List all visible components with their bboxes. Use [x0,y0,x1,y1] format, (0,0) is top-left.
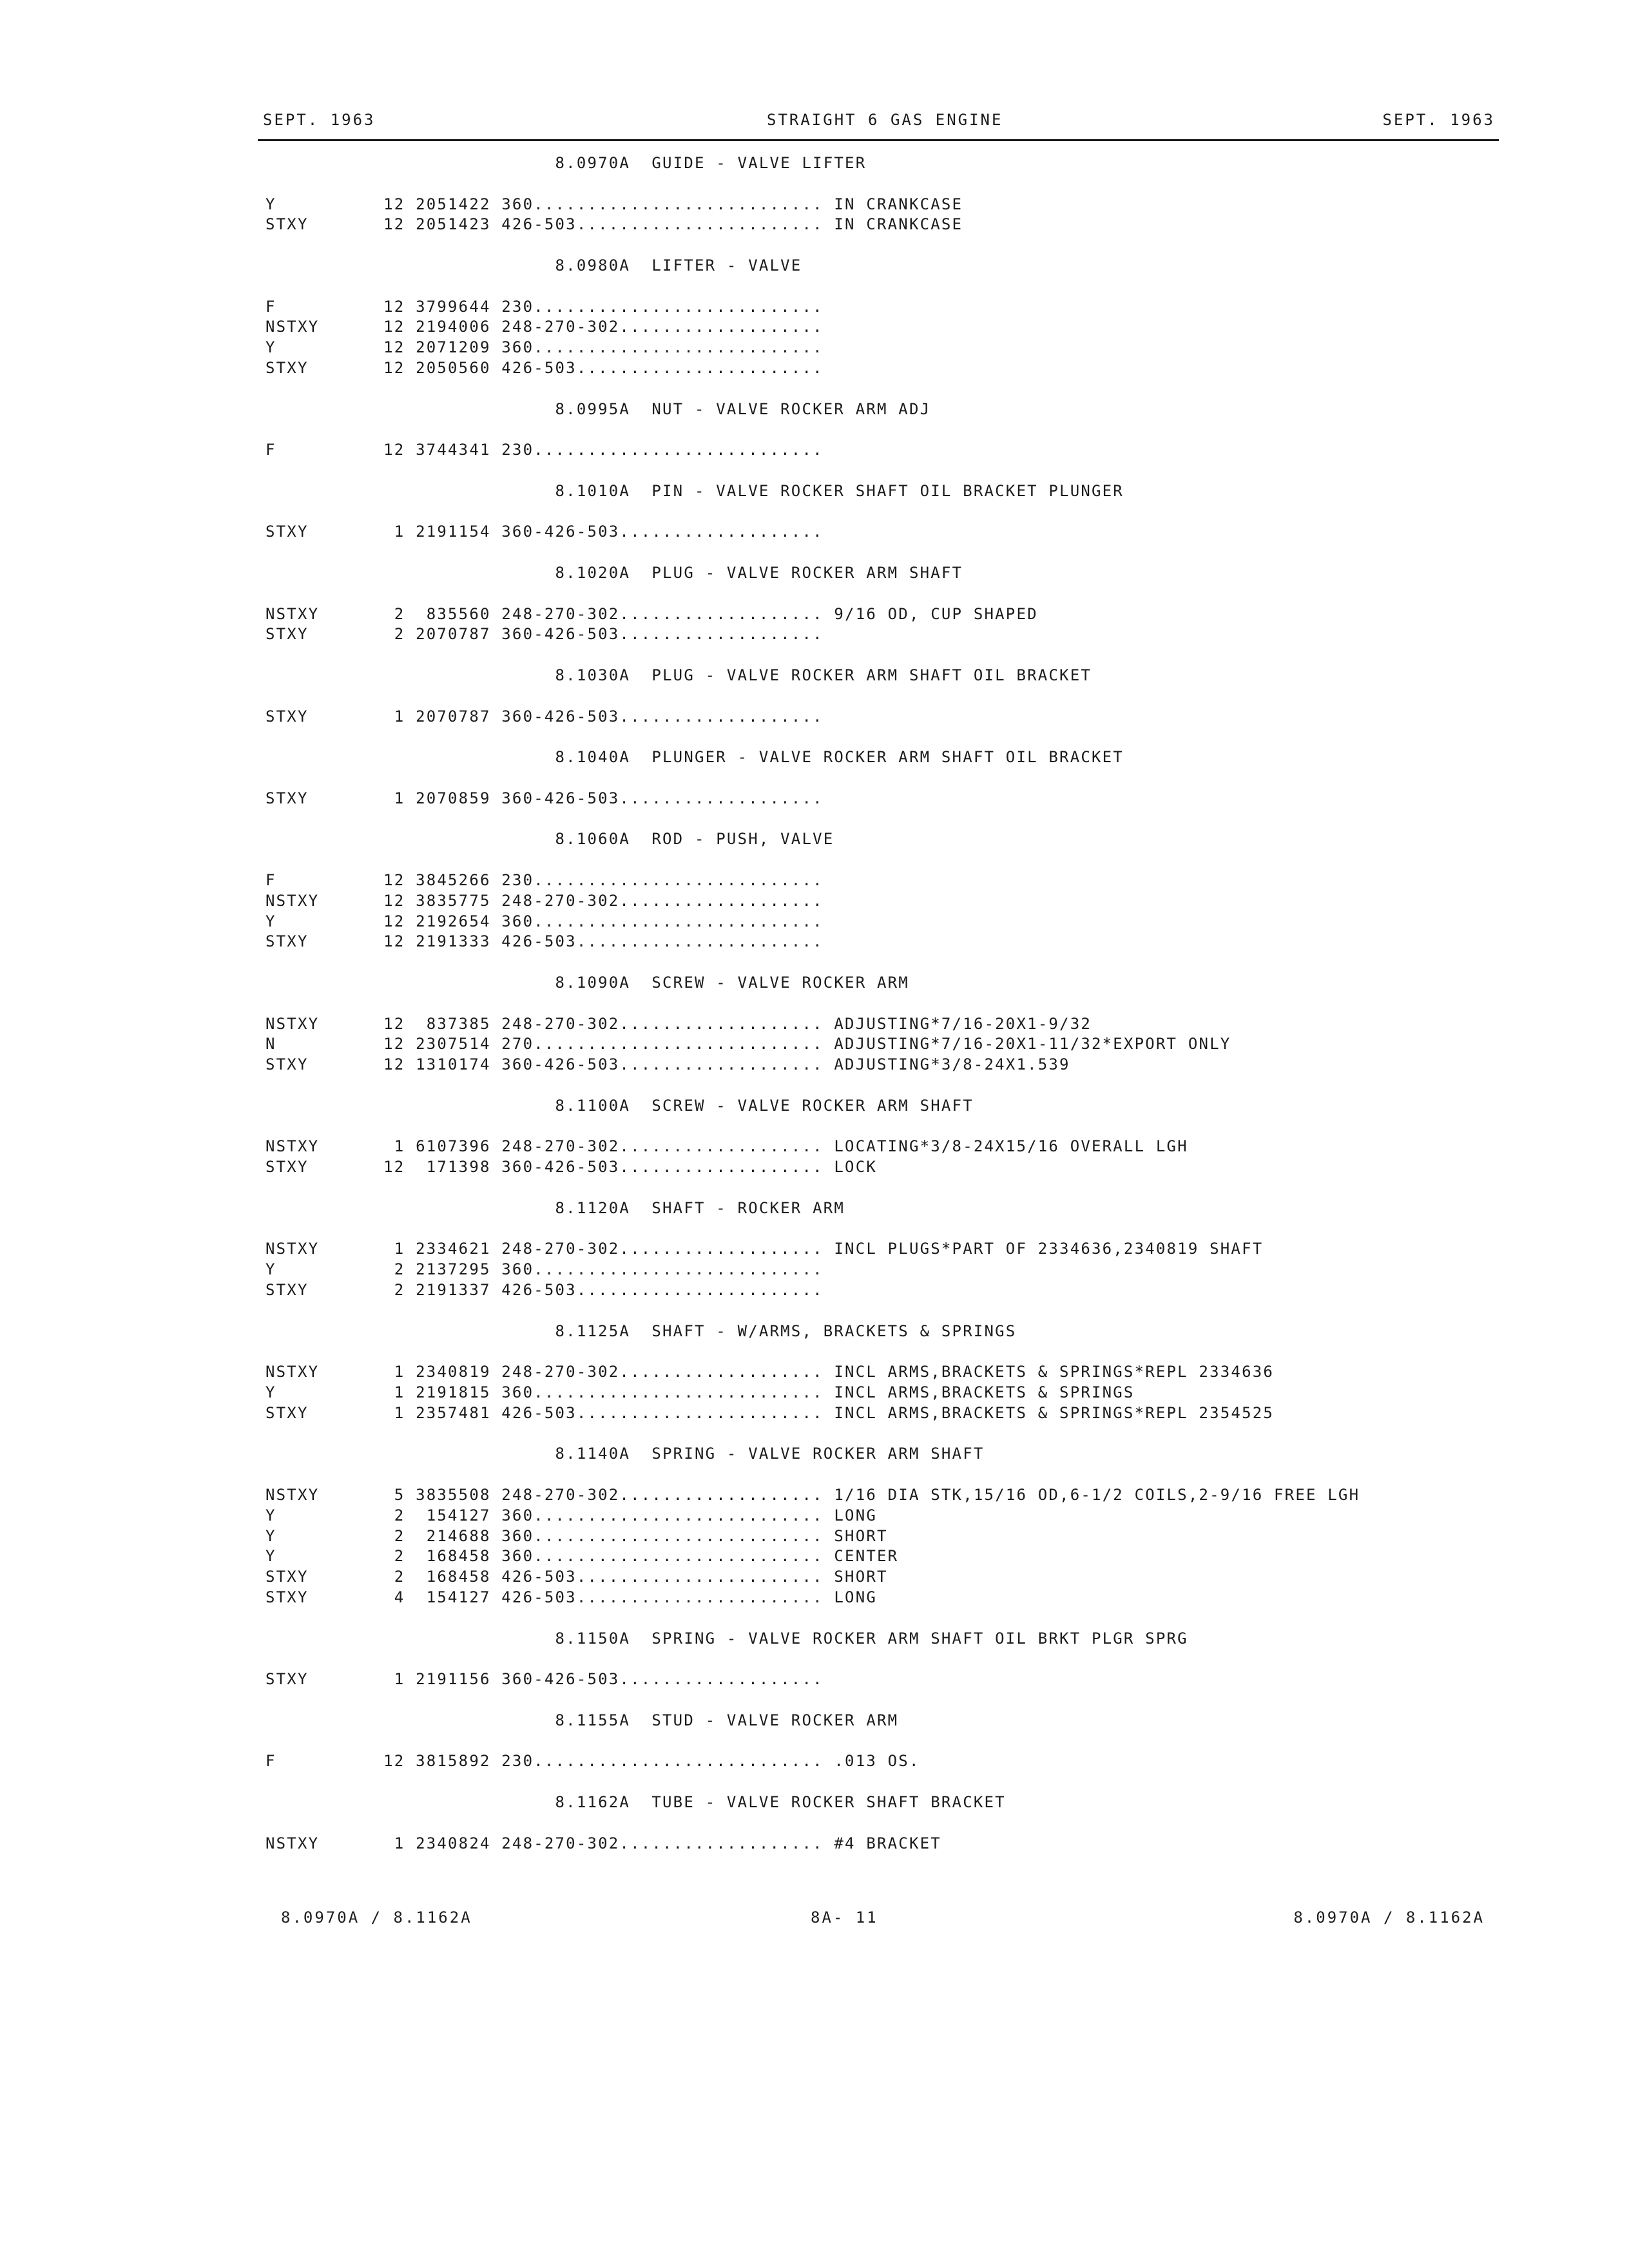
part-entry: NSTXY 1 2340819 248-270-302................... INCL ARMS,BRACKETS & SPRINGS*REPL 2334636 [265,1363,1275,1381]
section-heading: 8.1150A SPRING - VALVE ROCKER ARM SHAFT OIL BRKT PLGR SPRG [265,1629,1188,1648]
part-entry: STXY 1 2070787 360-426-503................... [265,707,824,726]
part-entry: STXY 12 2191333 426-503....................... [265,932,824,951]
section-heading: 8.1030A PLUG - VALVE ROCKER ARM SHAFT OIL BRACKET [265,666,1092,684]
header-date-left: SEPT. 1963 [263,111,376,129]
part-entry: STXY 4 154127 426-503....................... LONG [265,1588,878,1606]
section-heading: 8.1020A PLUG - VALVE ROCKER ARM SHAFT [265,564,963,582]
section-heading: 8.1090A SCREW - VALVE ROCKER ARM [265,974,909,992]
part-entry: Y 12 2192654 360........................... [265,912,824,930]
header-title: STRAIGHT 6 GAS ENGINE [767,111,1003,129]
part-entry: NSTXY 2 835560 248-270-302................... 9/16 OD, CUP SHAPED [265,604,1038,623]
part-entry: Y 12 2051422 360........................... IN CRANKCASE [265,195,963,213]
section-heading: 8.1125A SHAFT - W/ARMS, BRACKETS & SPRINGS [265,1321,1017,1340]
part-entry: STXY 1 2191154 360-426-503................... [265,523,824,541]
part-entry: Y 2 168458 360........................... CENTER [265,1547,899,1566]
part-entry: STXY 12 171398 360-426-503................... LOCK [265,1158,878,1177]
part-entry: STXY 2 2070787 360-426-503................... [265,625,824,644]
part-entry: Y 2 214688 360........................... SHORT [265,1526,888,1545]
part-entry: Y 2 2137295 360........................... [265,1260,824,1279]
part-entry: NSTXY 12 3835775 248-270-302................... [265,891,824,910]
part-entry: Y 2 154127 360........................... LONG [265,1506,878,1524]
part-entry: NSTXY 1 6107396 248-270-302................... LOCATING*3/8-24X15/16 OVERALL LGH [265,1137,1188,1156]
part-entry: NSTXY 5 3835508 248-270-302................... 1/16 DIA STK,15/16 OD,6-1/2 COILS,2-9/16 FREE LGH [265,1486,1360,1504]
part-entry: F 12 3815892 230........................... .013 OS. [265,1752,920,1771]
part-entry: NSTXY 12 837385 248-270-302................... ADJUSTING*7/16-20X1-9/32 [265,1014,1092,1033]
part-entry: STXY 1 2357481 426-503....................... INCL ARMS,BRACKETS & SPRINGS*REPL 2354525 [265,1403,1275,1422]
part-entry: STXY 1 2191156 360-426-503................... [265,1670,824,1689]
part-entry: F 12 3744341 230........................... [265,441,824,459]
section-heading: 8.1162A TUBE - VALVE ROCKER SHAFT BRACKET [265,1793,1006,1811]
section-heading: 8.0980A LIFTER - VALVE [265,256,802,274]
footer-page-number: 8A- 11 [811,1908,878,1927]
section-heading: 8.0970A GUIDE - VALVE LIFTER [265,154,867,172]
section-heading: 8.1140A SPRING - VALVE ROCKER ARM SHAFT [265,1445,985,1463]
part-entry: N 12 2307514 270........................... ADJUSTING*7/16-20X1-11/32*EXPORT ONLY [265,1035,1231,1053]
part-entry: NSTXY 1 2334621 248-270-302................... INCL PLUGS*PART OF 2334636,2340819 SHAFT [265,1240,1264,1258]
header-rule [258,139,1499,141]
part-entry: Y 12 2071209 360........................... [265,338,824,357]
footer-range-left: 8.0970A / 8.1162A [281,1908,472,1927]
part-entry: STXY 12 1310174 360-426-503................... ADJUSTING*3/8-24X1.539 [265,1055,1070,1074]
part-entry: STXY 2 2191337 426-503....................... [265,1281,824,1299]
part-entry: STXY 2 168458 426-503....................... SHORT [265,1568,888,1586]
section-heading: 8.1040A PLUNGER - VALVE ROCKER ARM SHAFT OIL BRACKET [265,748,1124,767]
part-entry: STXY 12 2051423 426-503....................... IN CRANKCASE [265,215,963,234]
section-heading: 8.1120A SHAFT - ROCKER ARM [265,1198,845,1217]
section-heading: 8.0995A NUT - VALVE ROCKER ARM ADJ [265,399,931,418]
part-entry: F 12 3799644 230........................... [265,297,824,316]
part-entry: NSTXY 1 2340824 248-270-302................... #4 BRACKET [265,1834,941,1852]
header-date-right: SEPT. 1963 [1382,111,1495,129]
section-heading: 8.1060A ROD - PUSH, VALVE [265,830,834,849]
part-entry: STXY 1 2070859 360-426-503................... [265,789,824,807]
part-entry: STXY 12 2050560 426-503....................... [265,359,824,377]
part-entry: F 12 3845266 230........................... [265,871,824,889]
part-entry: Y 1 2191815 360........................... INCL ARMS,BRACKETS & SPRINGS [265,1383,1135,1401]
section-heading: 8.1010A PIN - VALVE ROCKER SHAFT OIL BRACKET PLUNGER [265,481,1124,500]
section-heading: 8.1155A STUD - VALVE ROCKER ARM [265,1711,899,1729]
part-entry: NSTXY 12 2194006 248-270-302................... [265,318,824,336]
section-heading: 8.1100A SCREW - VALVE ROCKER ARM SHAFT [265,1096,974,1115]
footer-range-right: 8.0970A / 8.1162A [1293,1908,1485,1927]
